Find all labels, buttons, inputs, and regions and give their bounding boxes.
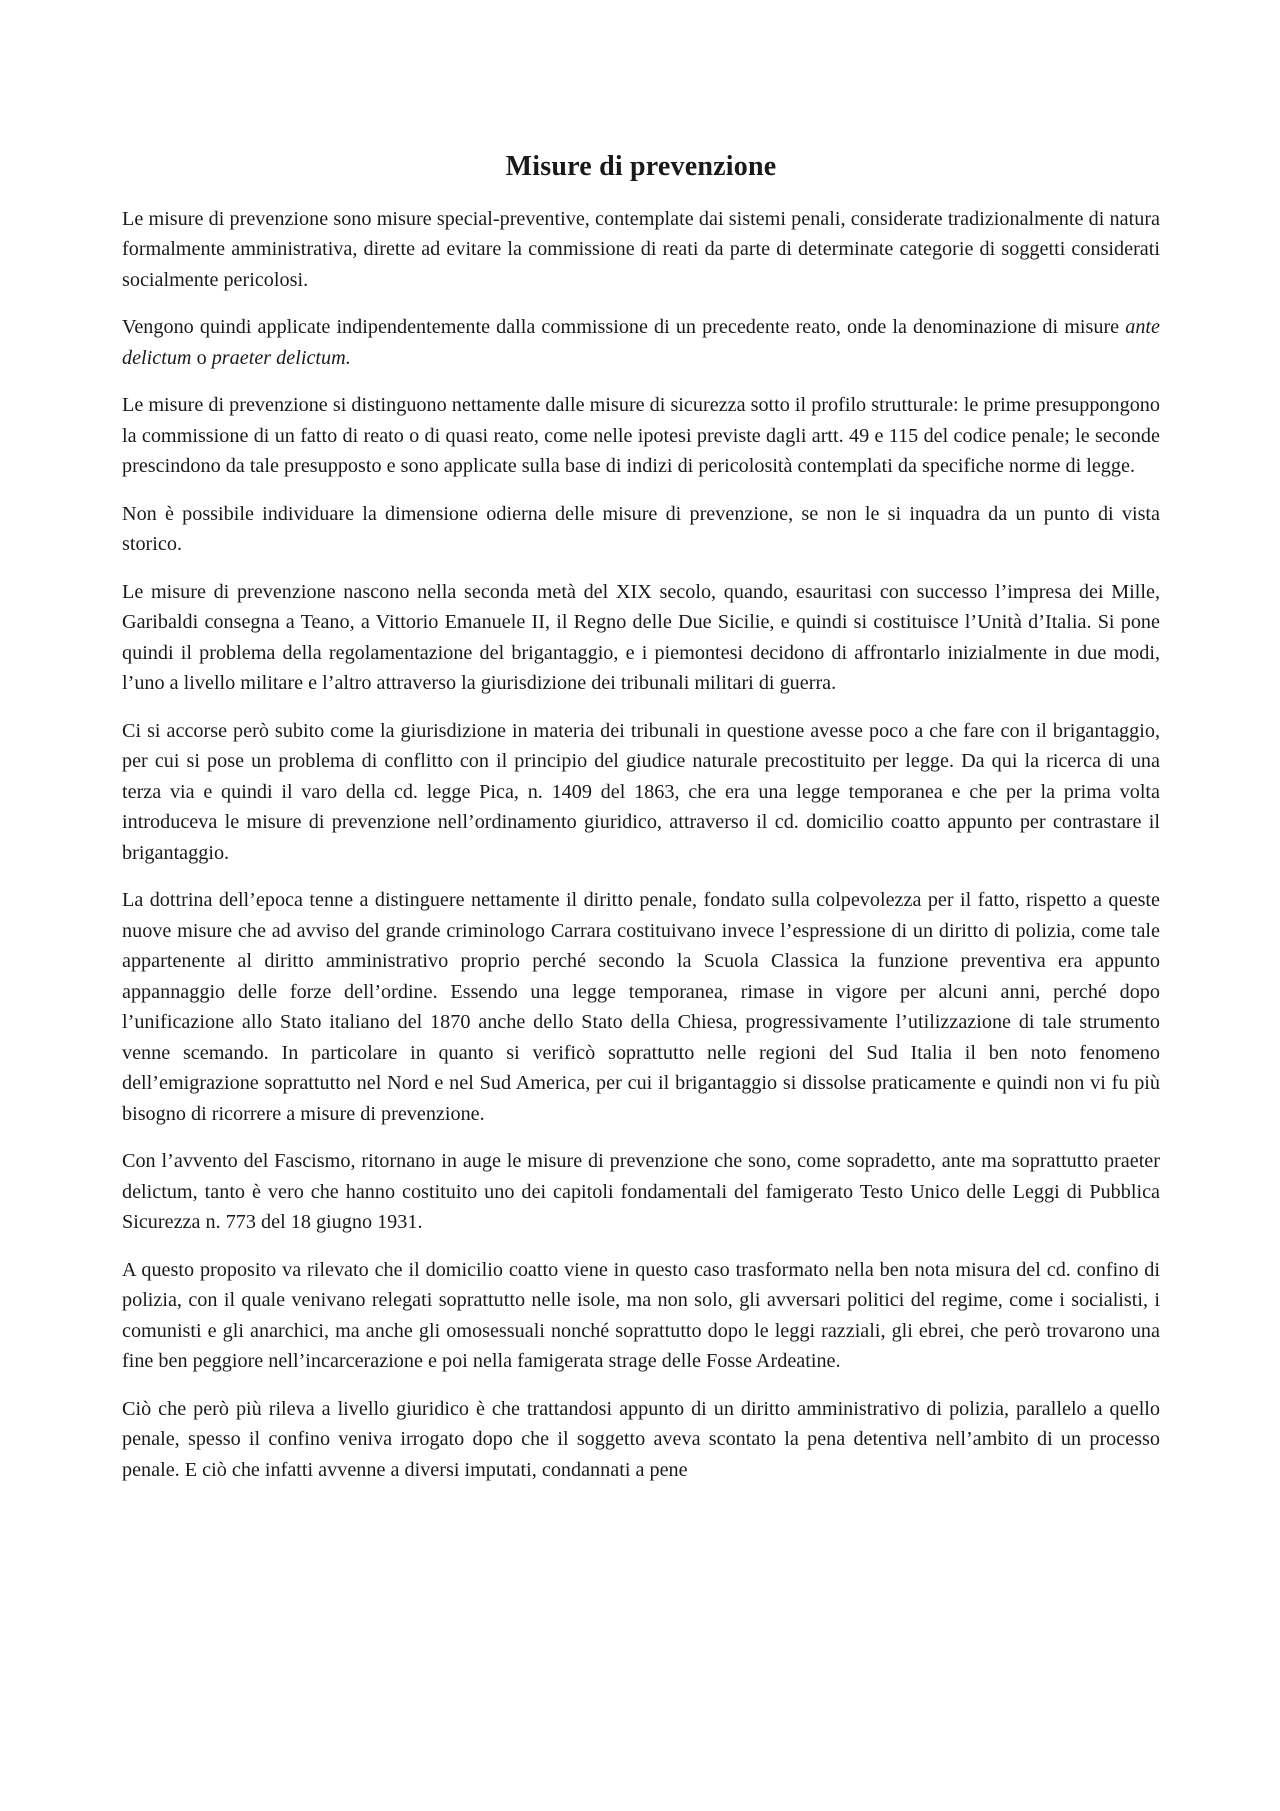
paragraph-2-connector: o [191, 346, 212, 369]
paragraph-1: Le misure di prevenzione sono misure special-preventive, contemplate dai sistemi penali, considerate tradizionalmente di natura formalmente amministrativa, dirette ad evitare la commissione di reati da parte di determinate categorie di soggetti considerati socialmente pericolosi. [122, 207, 1160, 291]
paragraph-2 [122, 312, 1160, 373]
paragraph-3: Le misure di prevenzione si distinguono nettamente dalle misure di sicurezza sotto il profilo strutturale: le prime presuppongono la commissione di un fatto di reato o di quasi reato, come nelle ipotesi previste dagli artt. 49 e 115 del codice penale; le seconde prescindono da tale presupposto e sono applicate sulla base di indizi di pericolosità contemplati da specifiche norme di legge. [122, 394, 1160, 478]
paragraph-7: La dottrina dell’epoca tenne a distinguere nettamente il diritto penale, fondato sulla colpevolezza per il fatto, rispetto a queste nuove misure che ad avviso del grande criminologo Carrara costituivano invece l’espressione di un diritto di polizia, come tale appartenente al diritto amministrativo proprio perché secondo la Scuola Classica la funzione preventiva era appunto appannaggio delle forze dell’ordine. Essendo una legge temporanea, rimase in vigore per alcuni anni, perché dopo l’unificazione allo Stato italiano del 1870 anche dello Stato della Chiesa, progressivamente l’utilizzazione di tale strumento venne scemando. In particolare in quanto si verificò soprattutto nelle regioni del Sud Italia il ben noto fenomeno dell’emigrazione soprattutto nel Nord e nel Sud America, per cui il brigantaggio si dissolse praticamente e quindi non vi fu più bisogno di ricorrere a misure di prevenzione. [122, 889, 1160, 1125]
document-title: Misure di prevenzione [505, 151, 777, 182]
paragraph-9: A questo proposito va rilevato che il domicilio coatto viene in questo caso trasformato nella ben nota misura del cd. confino di polizia, con il quale venivano relegati soprattutto nelle isole, ma non solo, gli avversari politici del regime, come i socialisti, i comunisti e gli anarchici, ma anche gli omosessuali nonché soprattutto dopo le leggi razziali, gli ebrei, che però trovarono una fine ben peggiore nell’incarcerazione e poi nella famigerata strage delle Fosse Ardeatine. [122, 1258, 1160, 1373]
paragraph-2-text: Vengono quindi applicate indipendentemente dalla commissione di un precedente reato, onde la denominazione di misure [122, 316, 1126, 339]
paragraph-4: Non è possibile individuare la dimensione odierna delle misure di prevenzione, se non le si inquadra da un punto di vista storico. [122, 502, 1160, 556]
paragraph-6: Ci si accorse però subito come la giurisdizione in materia dei tribunali in questione avesse poco a che fare con il brigantaggio, per cui si pose un problema di conflitto con il principio del giudice naturale precostituito per legge. Da qui la ricerca di una terza via e quindi il varo della cd. legge Pica, n. 1409 del 1863, che era una legge temporanea e che per la prima volta introduceva le misure di prevenzione nell’ordinamento giuridico, attraverso il cd. domicilio coatto appunto per contrastare il brigantaggio. [122, 719, 1160, 864]
paragraph-2-italic-ante: ante delictum [122, 316, 1160, 369]
document-body [122, 150, 1160, 1502]
paragraph-5: Le misure di prevenzione nascono nella seconda metà del XIX secolo, quando, esauritasi con successo l’impresa dei Mille, Garibaldi consegna a Teano, a Vittorio Emanuele II, il Regno delle Due Sicilie, e quindi si costituisce l’Unità d’Italia. Si pone quindi il problema della regolamentazione del brigantaggio, e i piemontesi decidono di affrontarlo inizialmente in due modi, l’uno a livello militare e l’altro attraverso la giurisdizione dei tribunali militari di guerra. [122, 580, 1160, 695]
paragraph-2-italic-praeter: praeter delictum. [211, 346, 351, 369]
paragraph-10: Ciò che però più rileva a livello giuridico è che trattandosi appunto di un diritto amministrativo di polizia, parallelo a quello penale, spesso il confino veniva irrogato dopo che il soggetto aveva scontato la pena detentiva nell’ambito di un processo penale. E ciò che infatti avvenne a diversi imputati, condannati a pene [122, 1397, 1160, 1481]
paragraph-8: Con l’avvento del Fascismo, ritornano in auge le misure di prevenzione che sono, come sopradetto, ante ma soprattutto praeter delictum, tanto è vero che hanno costituito uno dei capitoli fondamentali del famigerato Testo Unico delle Leggi di Pubblica Sicurezza n. 773 del 18 giugno 1931. [122, 1150, 1160, 1234]
